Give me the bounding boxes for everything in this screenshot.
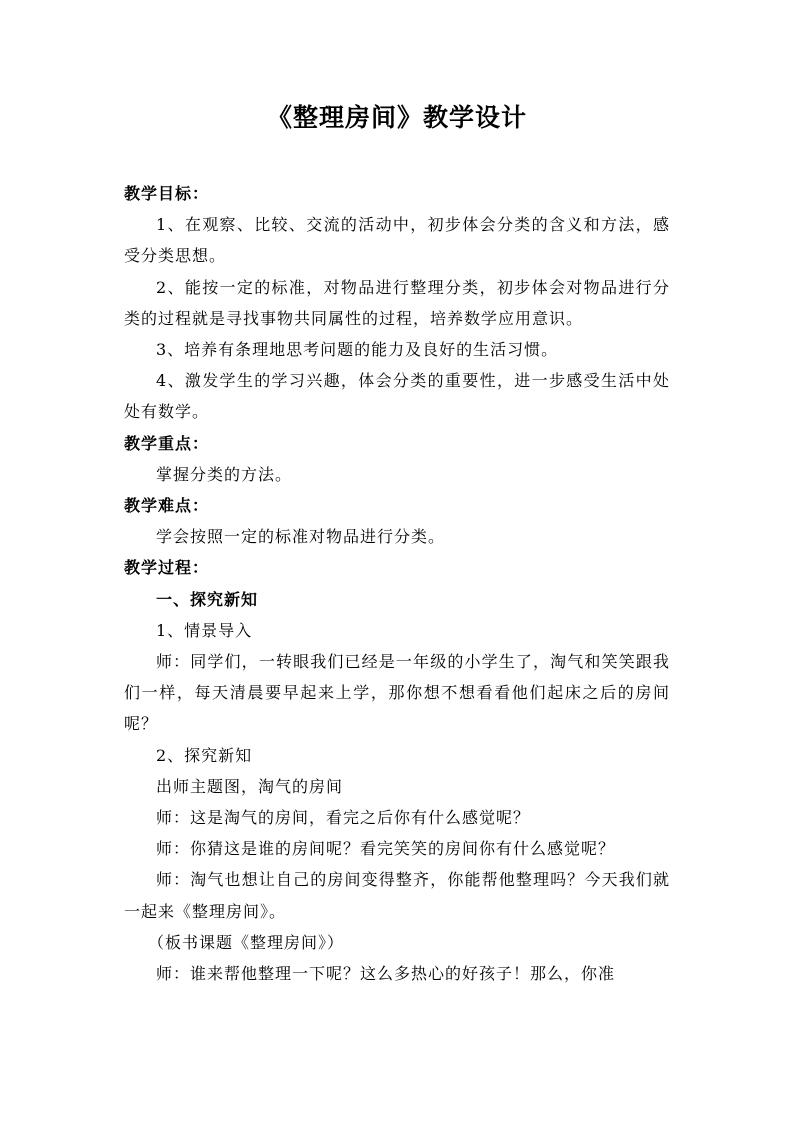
difficulty-text: 学会按照一定的标准对物品进行分类。 <box>156 527 446 547</box>
paragraph: 师：这是淘气的房间，看完之后你有什么感觉呢？ <box>156 808 531 828</box>
goal-item: 1、在观察、比较、交流的活动中，初步体会分类的含义和方法，感受分类思想。 <box>124 215 670 266</box>
board-note: （板书课题《整理房间》） <box>148 932 345 952</box>
step-heading: 2、探究新知 <box>156 745 253 765</box>
paragraph: 师：你猜这是谁的房间呢？看完笑笑的房间你有什么感觉呢？ <box>156 839 616 859</box>
goal-item: 2、能按一定的标准，对物品进行整理分类，初步体会对物品进行分类的过程就是寻找事物共同属性的过程，培养数学应用意识。 <box>124 277 670 328</box>
document-title: 《整理房间》教学设计 <box>266 103 527 132</box>
key-text: 掌握分类的方法。 <box>156 464 293 484</box>
goal-item: 3、培养有条理地思考问题的能力及良好的生活习惯。 <box>156 340 559 360</box>
process-part-heading: 一、探究新知 <box>156 589 259 609</box>
document-body <box>124 178 670 989</box>
goals-heading: 教学目标： <box>124 184 210 203</box>
key-heading: 教学重点： <box>124 433 210 453</box>
step-heading: 1、情景导入 <box>156 620 253 640</box>
paragraph: 师：淘气也想让自己的房间变得整齐，你能帮他整理吗？今天我们就一起来《整理房间》。 <box>124 870 670 921</box>
paragraph: 师：谁来帮他整理一下呢？这么多热心的好孩子！那么，你准 <box>156 964 616 984</box>
process-heading: 教学过程： <box>124 558 210 578</box>
paragraph: 师：同学们，一转眼我们已经是一年级的小学生了，淘气和笑笑跟我们一样，每天清晨要早起来上学，那你想不想看看他们起床之后的房间呢？ <box>124 652 670 734</box>
difficulty-heading: 教学难点： <box>124 496 210 516</box>
goal-item: 4、激发学生的学习兴趣，体会分类的重要性，进一步感受生活中处处有数学。 <box>124 371 670 422</box>
paragraph: 出师主题图，淘气的房间 <box>156 776 344 796</box>
